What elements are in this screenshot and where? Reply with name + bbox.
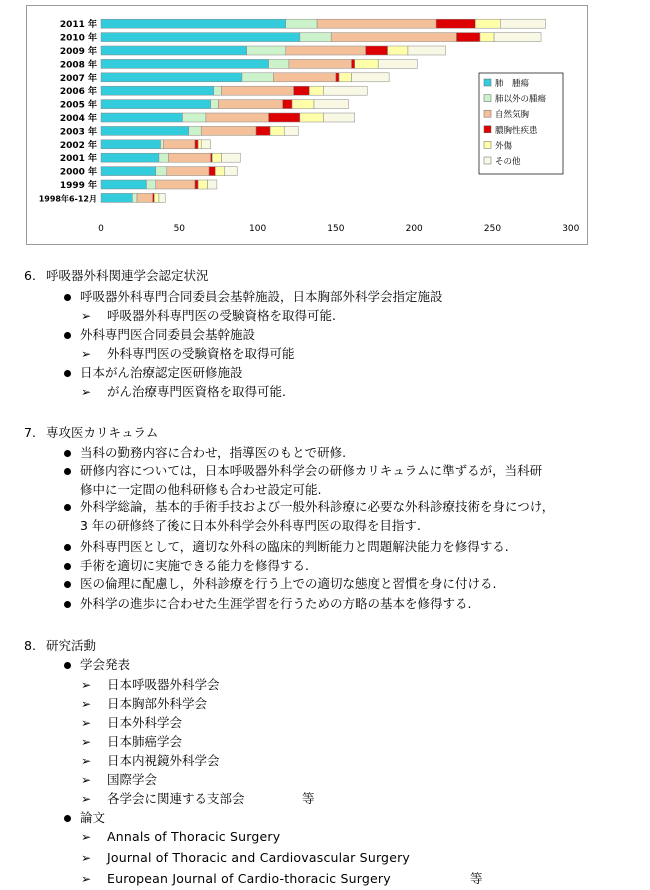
bar-segment [273, 73, 336, 82]
bar-segment [101, 33, 300, 42]
category-label: 2004 年 [59, 114, 97, 124]
bar-segment [156, 180, 195, 189]
bar-segment [270, 126, 284, 135]
bar-segment [269, 113, 300, 122]
bar-segment [101, 19, 286, 28]
arrow-icon: ➢ [81, 385, 92, 399]
bar-segment [209, 167, 215, 176]
section-number: 8. [24, 638, 36, 653]
bar-segment [201, 126, 256, 135]
bar-segment [195, 180, 198, 189]
bar-segment [214, 86, 222, 95]
bar-segment [352, 73, 390, 82]
bar-segment [314, 100, 348, 109]
bar-segment [198, 180, 207, 189]
bar-segment [211, 100, 219, 109]
arrow-icon: ➢ [81, 792, 92, 806]
category-label: 2011 年 [59, 20, 97, 31]
bar-segment [101, 126, 189, 135]
bar-segment [366, 46, 388, 55]
bullet-dot [64, 332, 71, 339]
x-tick-label: 250 [483, 224, 502, 234]
bar-segment [101, 113, 182, 122]
legend-swatch [484, 79, 491, 86]
sub-item-text: 外科専門医の受験資格を取得可能 [107, 346, 295, 361]
bar-segment [201, 140, 210, 149]
bar-segment [101, 100, 211, 109]
category-label: 2007 年 [59, 73, 97, 84]
legend-swatch [484, 110, 491, 117]
x-tick-label: 150 [327, 224, 345, 234]
bar-segment [331, 33, 456, 42]
x-tick-label: 100 [249, 224, 267, 234]
etc-mark: 等 [302, 791, 315, 806]
bar-segment [286, 19, 317, 28]
legend-label: その他 [495, 157, 521, 167]
bar-segment [283, 100, 292, 109]
sub-item-text: がん治療専門医資格を取得可能. [107, 384, 286, 399]
legend-swatch [484, 95, 491, 102]
bullet-dot [64, 581, 71, 588]
bar-segment [300, 113, 323, 122]
bar-segment [101, 46, 247, 55]
sub-item-text: 日本呼吸器外科学会 [107, 677, 220, 692]
bullet-dot [64, 504, 71, 511]
category-label: 2009 年 [59, 47, 97, 57]
bar-segment [222, 153, 241, 162]
x-tick-label: 0 [98, 224, 104, 234]
bar-segment [388, 46, 408, 55]
x-tick-label: 300 [562, 224, 580, 234]
sub-item-text: 呼吸器外科専門医の受験資格を取得可能. [107, 308, 336, 323]
arrow-icon: ➢ [81, 347, 92, 361]
stacked-bar-chart [27, 6, 589, 246]
bar-segment [215, 167, 224, 176]
category-label: 2005 年 [59, 100, 97, 111]
sub-item-text: 日本胸部外科学会 [107, 696, 208, 711]
bar-segment [339, 73, 352, 82]
bar-segment [156, 167, 167, 176]
section-6-title [24, 268, 209, 284]
bar-segment [225, 167, 238, 176]
bullet-text: 手術を適切に実施できる能力を修得する. [80, 558, 309, 573]
arrow-icon: ➢ [81, 830, 92, 844]
bar-segment [300, 33, 331, 42]
bullet-text: 呼吸器外科専門合同委員会基幹施設，日本胸部外科学会指定施設 [80, 289, 443, 304]
category-label: 1998年6-12月 [38, 194, 97, 204]
arrow-icon: ➢ [81, 697, 92, 711]
bullet-text: 当科の勤務内容に合わせ，指導医のもとで研修. [80, 445, 347, 460]
section-7-title [24, 425, 158, 441]
bullet-dot [64, 370, 71, 377]
bar-segment [436, 19, 475, 28]
legend-label: 外傷 [495, 141, 513, 152]
bar-segment [101, 140, 161, 149]
bullet-text: 3 年の研修終了後に日本外科学会外科専門医の取得を目指す. [80, 518, 421, 533]
section-title-text: 呼吸器外科関連学会認定状況 [46, 268, 209, 283]
bar-segment [182, 113, 205, 122]
arrow-icon: ➢ [81, 773, 92, 787]
bar-segment [189, 126, 202, 135]
arrow-icon: ➢ [81, 309, 92, 323]
bar-segment [101, 86, 214, 95]
sub-item-text: 各学会に関連する支部会 [107, 791, 245, 806]
bar-segment [355, 59, 378, 68]
bar-segment [289, 59, 352, 68]
category-label: 2006 年 [59, 87, 97, 98]
bullet-text: 外科専門医として，適切な外科の臨床的判断能力と問題解決能力を修得する. [80, 539, 509, 554]
case-count-chart [26, 5, 588, 245]
bullet-text: 外科専門医合同委員会基幹施設 [80, 327, 256, 342]
x-tick-label: 200 [405, 224, 423, 234]
bullet-dot [64, 450, 71, 457]
bar-segment [408, 46, 446, 55]
sub-item-text: 日本外科学会 [107, 715, 183, 730]
bar-segment [256, 126, 270, 135]
bullet-text: 外科学総論，基本的手術手技および一般外科診療に必要な外科診療技術を身につけ， [80, 499, 555, 514]
bar-segment [198, 140, 201, 149]
section-8-title [24, 638, 96, 654]
bar-segment [323, 113, 354, 122]
bar-segment [456, 33, 479, 42]
bar-segment [101, 167, 156, 176]
sub-item-text: 日本内視鏡外科学会 [107, 753, 220, 768]
bar-segment [336, 73, 339, 82]
bar-segment [475, 19, 500, 28]
bar-segment [480, 33, 494, 42]
bullet-dot [64, 468, 71, 475]
sub-item-text: 国際学会 [107, 772, 158, 787]
category-label: 2002 年 [59, 140, 97, 151]
bar-segment [309, 86, 323, 95]
arrow-icon: ➢ [81, 754, 92, 768]
journal-name: European Journal of Cardio-thoracic Surgery [107, 871, 391, 886]
bar-segment [207, 180, 216, 189]
bar-segment [101, 153, 159, 162]
bullet-text: 日本がん治療認定医研修施設 [80, 365, 243, 380]
section-title-text: 研究活動 [46, 638, 97, 653]
bar-segment [167, 167, 209, 176]
bar-segment [317, 19, 436, 28]
bar-segment [352, 59, 355, 68]
bullet-text: 論文 [80, 810, 106, 825]
category-label: 2000 年 [59, 167, 97, 178]
bar-segment [494, 33, 541, 42]
category-label: 2003 年 [59, 127, 97, 138]
bar-segment [500, 19, 545, 28]
arrow-icon: ➢ [81, 851, 92, 865]
legend-label: 自然気胸 [495, 110, 530, 121]
bullet-dot [64, 563, 71, 570]
bar-segment [137, 193, 153, 202]
bar-segment [212, 153, 221, 162]
bar-segment [284, 126, 298, 135]
bar-segment [146, 180, 155, 189]
bar-segment [286, 46, 366, 55]
bar-segment [101, 180, 146, 189]
arrow-icon: ➢ [81, 716, 92, 730]
bullet-dot [64, 601, 71, 608]
legend-label: 膿胸性疾患 [495, 125, 538, 136]
legend-label: 肺 腫瘍 [495, 79, 530, 89]
bar-segment [218, 100, 282, 109]
bullet-dot [64, 815, 71, 822]
arrow-icon: ➢ [81, 678, 92, 692]
bullet-text: 研修内容については，日本呼吸器外科学会の研修カリキュラムに準ずるが，当科研 [80, 463, 543, 478]
legend-swatch [484, 157, 491, 164]
section-number: 6. [24, 268, 36, 283]
category-label: 2001 年 [59, 154, 97, 165]
bar-segment [323, 86, 367, 95]
category-label: 1999 年 [59, 181, 97, 191]
bullet-dot [64, 294, 71, 301]
section-title-text: 専攻医カリキュラム [46, 425, 159, 440]
bar-segment [292, 100, 314, 109]
x-tick-label: 50 [173, 224, 186, 234]
sub-item-text: 日本肺癌学会 [107, 734, 183, 749]
bar-segment [101, 73, 242, 82]
legend-swatch [484, 126, 491, 133]
bar-segment [159, 193, 165, 202]
bar-segment [247, 46, 286, 55]
bar-segment [132, 193, 137, 202]
bar-segment [242, 73, 273, 82]
bar-segment [195, 140, 198, 149]
bar-segment [154, 193, 159, 202]
bullet-dot [64, 544, 71, 551]
bullet-dot [64, 662, 71, 669]
bar-segment [294, 86, 310, 95]
section-number: 7. [24, 425, 36, 440]
bar-segment [101, 59, 269, 68]
category-label: 2010 年 [59, 33, 97, 44]
legend-swatch [484, 141, 491, 148]
etc-mark: 等 [470, 871, 483, 886]
arrow-icon: ➢ [81, 735, 92, 749]
journal-name: Annals of Thoracic Surgery [107, 829, 281, 844]
bar-segment [164, 140, 195, 149]
bullet-text: 外科学の進歩に合わせた生涯学習を行うための方略の基本を修得する. [80, 596, 472, 611]
bar-segment [168, 153, 210, 162]
journal-name: Journal of Thoracic and Cardiovascular Surgery [107, 850, 411, 865]
arrow-icon: ➢ [81, 872, 92, 886]
bar-segment [269, 59, 289, 68]
bar-segment [378, 59, 417, 68]
bar-segment [161, 140, 164, 149]
bullet-text: 学会発表 [80, 657, 131, 672]
bullet-text: 修中に一定間の他科研修も合わせ設定可能. [80, 482, 322, 497]
bar-segment [206, 113, 269, 122]
bar-segment [101, 193, 132, 202]
legend-label: 肺以外の腫瘍 [495, 94, 547, 105]
category-label: 2008 年 [59, 60, 97, 71]
bullet-text: 医の倫理に配慮し，外科診療を行う上での適切な態度と習慣を身に付ける. [80, 576, 497, 591]
bar-segment [222, 86, 294, 95]
bar-segment [159, 153, 168, 162]
